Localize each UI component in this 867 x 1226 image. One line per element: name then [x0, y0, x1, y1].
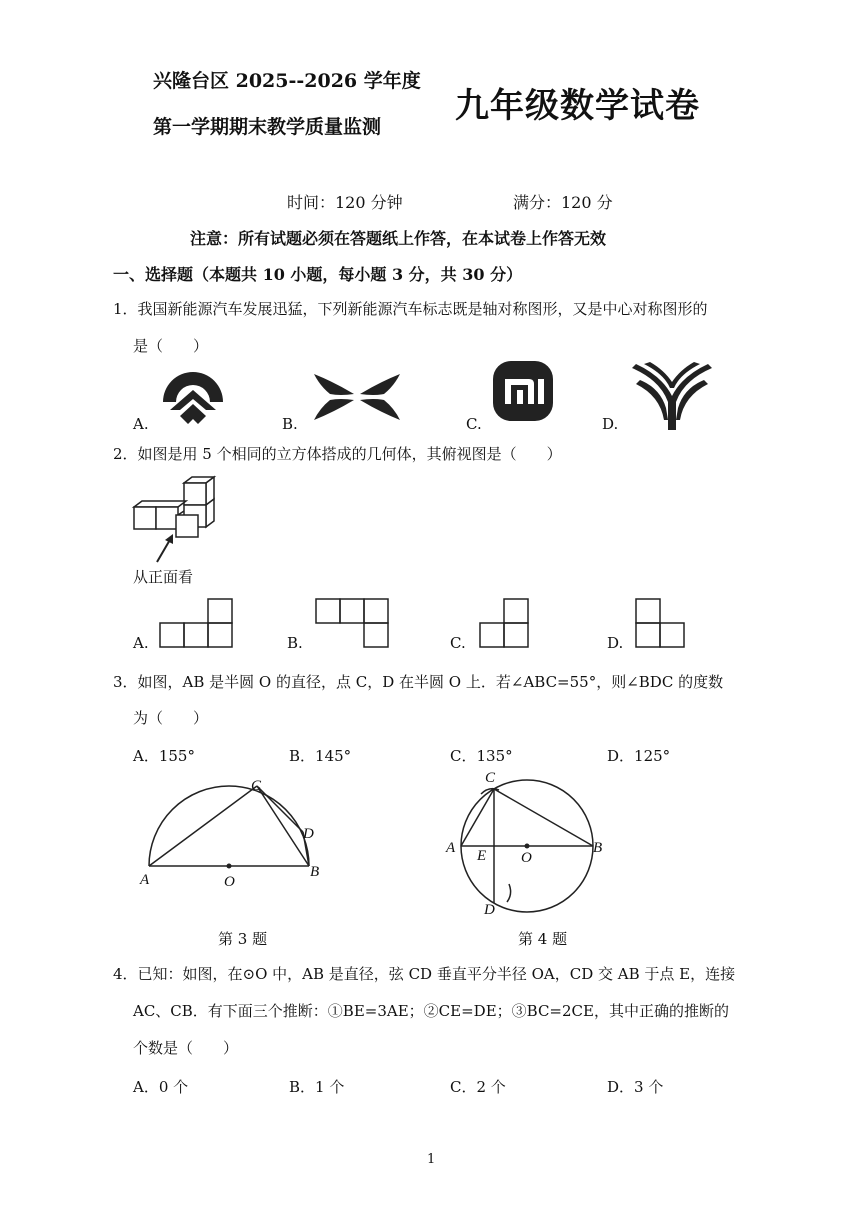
q4-option-b: B．1 个	[289, 1078, 345, 1096]
q1-logo-d-icon	[630, 362, 714, 432]
q2-view-b	[314, 597, 390, 649]
q1-logo-b-icon	[310, 370, 404, 424]
q2-view-a	[158, 597, 234, 649]
q2-solid-figure	[130, 475, 226, 545]
header-line-2: 第一学期期末教学质量监测	[153, 116, 382, 138]
page-number: 1	[427, 1152, 436, 1167]
q1-logo-c-text: mi	[523, 418, 525, 419]
q4-text-cont-2: 个数是（ ）	[133, 1039, 239, 1057]
q1-logo-a-icon	[158, 366, 228, 432]
q1-option-c-label: C.	[466, 415, 482, 433]
q2-view-d	[634, 597, 688, 649]
q3-option-d: D．125°	[607, 747, 671, 765]
exam-time: 时间：120 分钟	[287, 193, 403, 212]
q4-option-c: C．2 个	[450, 1078, 506, 1096]
q3-option-c: C．135°	[450, 747, 513, 765]
q3-text: 3．如图，AB 是半圆 O 的直径，点 C，D 在半圆 O 上．若∠ABC=55°，则∠BDC 的度数	[113, 673, 724, 691]
exam-title: 九年级数学试卷	[455, 86, 700, 126]
q3-text-cont: 为（ ）	[133, 709, 209, 727]
q3-label-d: D	[303, 826, 314, 842]
q4-label-c: C	[485, 770, 496, 786]
q3-option-b: B．145°	[289, 747, 352, 765]
q4-label-o: O	[521, 850, 532, 866]
q3-label-c: C	[251, 778, 262, 794]
q1-option-b-label: B.	[282, 415, 298, 433]
q2-arrow-icon	[153, 532, 177, 564]
q4-label-a: A	[446, 840, 456, 856]
exam-notice: 注意：所有试题必须在答题纸上作答，在本试卷上作答无效	[190, 229, 607, 248]
q2-text: 2．如图是用 5 个相同的立方体搭成的几何体，其俯视图是（ ）	[113, 445, 562, 463]
q1-logo-c-icon	[492, 360, 554, 422]
q2-option-c-label: C.	[450, 634, 466, 652]
q3-label-b: B	[310, 864, 320, 880]
q4-text: 4．已知：如图，在⊙O 中，AB 是直径，弦 CD 垂直平分半径 OA，CD 交 AB 于点 E，连接	[113, 965, 736, 983]
exam-score: 满分：120 分	[513, 193, 613, 212]
q2-option-d-label: D.	[607, 634, 624, 652]
q1-text: 1．我国新能源汽车发展迅猛，下列新能源汽车标志既是轴对称图形，又是中心对称图形的	[113, 300, 708, 318]
q1-option-a-label: A.	[133, 415, 149, 433]
header-line-1: 兴隆台区 2025--2026 学年度	[153, 70, 421, 92]
q2-front-label: 从正面看	[133, 568, 194, 586]
q4-caption: 第 4 题	[518, 930, 568, 948]
q3-option-a: A．155°	[133, 747, 195, 765]
q3-caption: 第 3 题	[218, 930, 268, 948]
q2-option-b-label: B.	[287, 634, 303, 652]
q4-option-a: A．0 个	[133, 1078, 189, 1096]
q2-view-c	[478, 597, 532, 649]
q4-label-d: D	[484, 902, 495, 918]
q4-label-b: B	[593, 840, 603, 856]
q3-label-o: O	[224, 874, 235, 890]
q4-label-e: E	[477, 848, 487, 864]
q4-option-d: D．3 个	[607, 1078, 664, 1096]
section-heading: 一、选择题（本题共 10 小题，每小题 3 分，共 30 分）	[113, 265, 523, 284]
q4-text-cont: AC、CB．有下面三个推断：①BE=3AE；②CE=DE；③BC=2CE，其中正确的推断的	[133, 1002, 729, 1020]
q1-text-cont: 是（ ）	[133, 337, 209, 355]
q3-label-a: A	[140, 872, 150, 888]
q1-option-d-label: D.	[602, 415, 619, 433]
q2-option-a-label: A.	[133, 634, 149, 652]
